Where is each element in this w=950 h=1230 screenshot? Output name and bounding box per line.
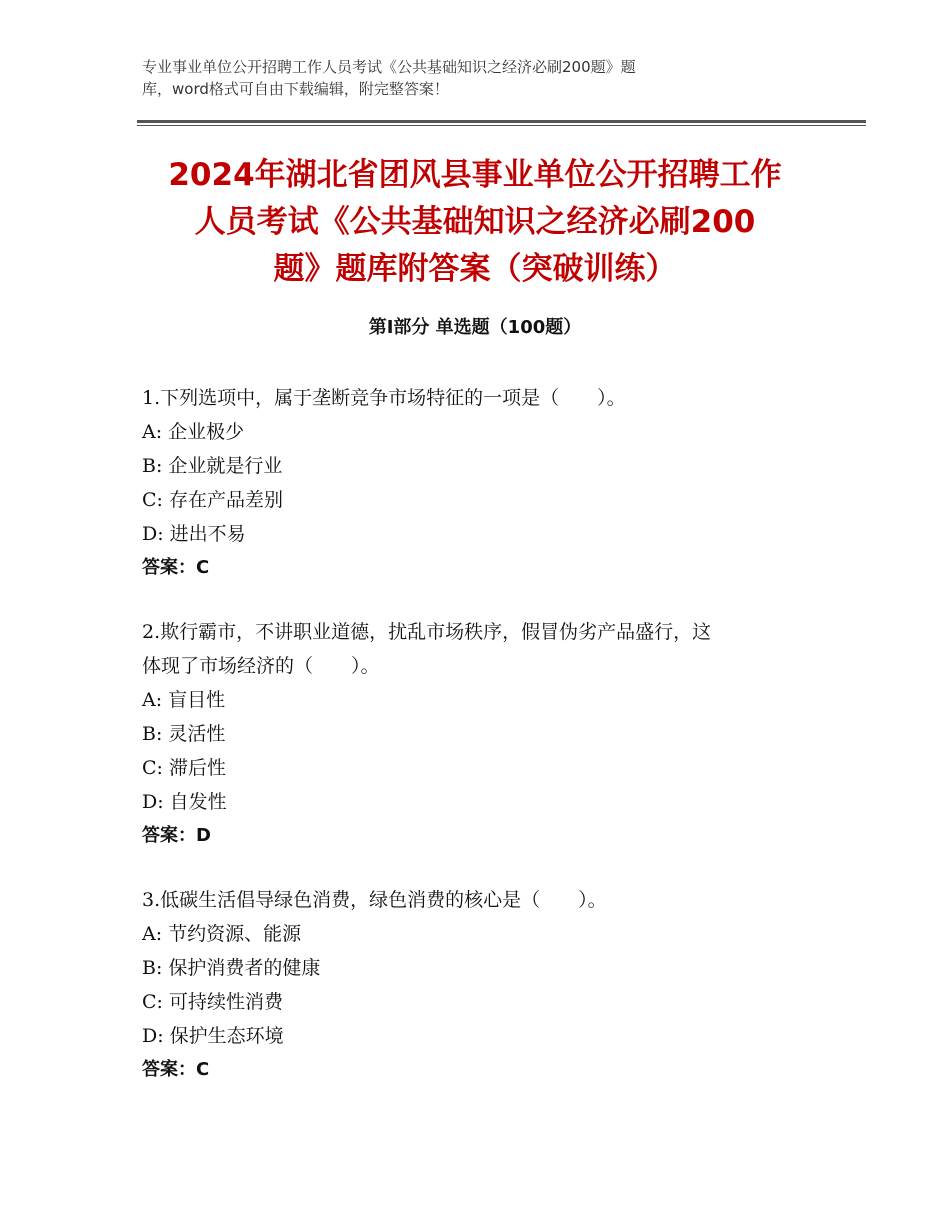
question-list bbox=[142, 381, 822, 1117]
document-header-note bbox=[142, 56, 762, 100]
option-b: B: 企业就是行业 bbox=[142, 455, 283, 477]
header-note-line: 库，word格式可自由下载编辑，附完整答案！ bbox=[142, 80, 449, 98]
option-d: D: 自发性 bbox=[142, 791, 227, 813]
question-2 bbox=[142, 615, 822, 853]
title-line: 2024年湖北省团风县事业单位公开招聘工作 bbox=[168, 157, 782, 193]
option-b: B: 保护消费者的健康 bbox=[142, 957, 321, 979]
option-b: B: 灵活性 bbox=[142, 723, 226, 745]
header-note-line: 专业事业单位公开招聘工作人员考试《公共基础知识之经济必刷200题》题 bbox=[142, 58, 636, 76]
question-stem: 2.欺行霸市，不讲职业道德，扰乱市场秩序，假冒伪劣产品盛行，这 bbox=[142, 621, 712, 643]
header-divider-thin bbox=[137, 125, 866, 126]
question-stem: 1.下列选项中，属于垄断竞争市场特征的一项是（ ）。 bbox=[142, 387, 626, 409]
document-title bbox=[137, 152, 813, 293]
question-3 bbox=[142, 883, 822, 1087]
option-c: C: 可持续性消费 bbox=[142, 991, 283, 1013]
answer-label: 答案：D bbox=[142, 825, 211, 846]
option-d: D: 保护生态环境 bbox=[142, 1025, 284, 1047]
title-line: 人员考试《公共基础知识之经济必刷200 bbox=[194, 204, 756, 240]
option-d: D: 进出不易 bbox=[142, 523, 246, 545]
option-a: A: 盲目性 bbox=[142, 689, 226, 711]
question-stem: 体现了市场经济的（ ）。 bbox=[142, 655, 380, 677]
option-c: C: 存在产品差别 bbox=[142, 489, 283, 511]
answer-label: 答案：C bbox=[142, 557, 210, 578]
section-title: 第Ⅰ部分 单选题（100题） bbox=[368, 317, 582, 338]
option-a: A: 企业极少 bbox=[142, 421, 245, 443]
question-stem: 3.低碳生活倡导绿色消费，绿色消费的核心是（ ）。 bbox=[142, 889, 607, 911]
question-1 bbox=[142, 381, 822, 585]
answer-label: 答案：C bbox=[142, 1059, 210, 1080]
option-a: A: 节约资源、能源 bbox=[142, 923, 302, 945]
header-divider bbox=[137, 120, 866, 123]
option-c: C: 滞后性 bbox=[142, 757, 226, 779]
title-line: 题》题库附答案（突破训练） bbox=[273, 251, 677, 287]
